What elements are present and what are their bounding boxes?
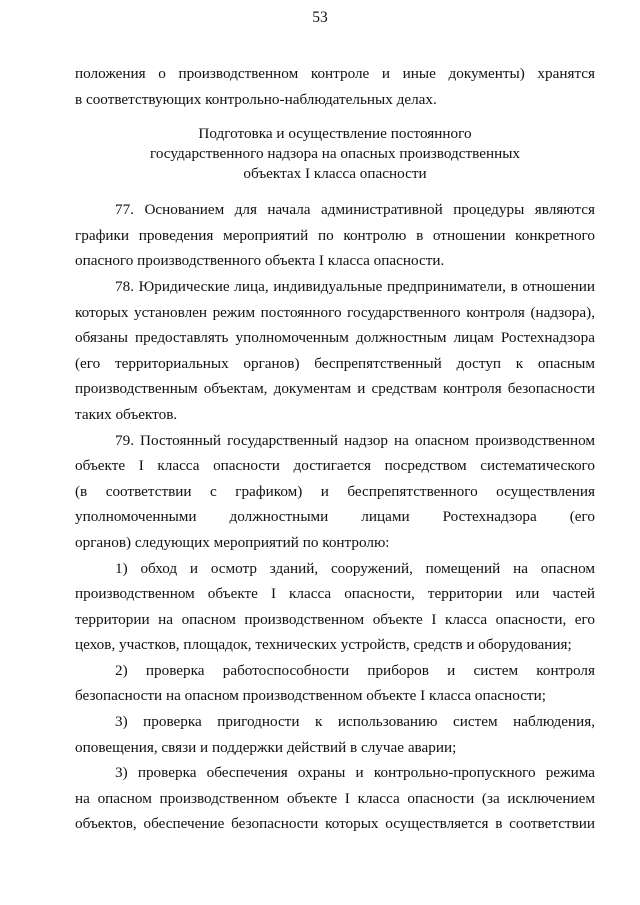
text-line: 2) проверка работоспособности приборов и систем контроля [115,661,595,679]
list-item-3a [75,709,595,760]
text-line: 1) обход и осмотр зданий, сооружений, помещений на опасном [115,559,595,577]
text-line: цехов, участков, площадок, технических устройств, средств и оборудования; [75,636,572,654]
heading-line: государственного надзора на опасных производственных [149,145,520,163]
paragraph-79 [75,428,595,556]
text-line: производственном объекте I класса опасности, территории или частей [75,585,595,603]
text-line: (в соответствии с графиком) и беспрепятственного осуществления [75,482,595,500]
document-body [75,61,595,837]
heading-line: Подготовка и осуществление постоянного [198,125,472,143]
text-line: органов) следующих мероприятий по контролю: [75,533,390,551]
text-line: которых установлен режим постоянного государственного контроля (надзора), [75,303,595,321]
text-line: объекте I класса опасности достигается посредством систематического [75,457,595,475]
text-line: в соответствующих контрольно-наблюдательных делах. [75,90,437,108]
text-line: графики проведения мероприятий по контролю в отношении конкретного [75,226,595,244]
list-item-2 [75,658,595,709]
list-item-3b [75,760,595,837]
text-line: 79. Постоянный государственный надзор на опасном производственном [115,431,595,449]
text-line: оповещения, связи и поддержки действий в случае аварии; [75,738,457,756]
text-line: положения о производственном контроле и иные документы) хранятся [75,65,595,82]
text-line: 3) проверка пригодности к использованию систем наблюдения, [115,713,595,731]
paragraph-77 [75,197,595,274]
paragraph-78 [75,274,595,428]
text-line: опасного производственного объекта I класса опасности. [75,252,445,270]
list-item-1 [75,556,595,658]
text-line: 3) проверка обеспечения охраны и контрольно-пропускного режима [115,764,595,782]
text-line: производственным объектам, документам и средствам контроля безопасности [75,380,595,398]
intro-paragraph [75,61,595,112]
text-line: безопасности на опасном производственном объекте I класса опасности; [75,687,546,705]
text-line: обязаны предоставлять уполномоченным должностным лицам Ростехнадзора [75,329,595,347]
heading-line: объектах I класса опасности [243,165,427,183]
text-line: (его территориальных органов) беспрепятственный доступ к опасным [75,354,595,372]
text-line: уполномоченными должностными лицами Ростехнадзора (его [75,508,595,526]
text-line: 78. Юридические лица, индивидуальные предприниматели, в отношении [115,277,595,295]
page-number: 53 [312,9,328,26]
section-heading [75,124,595,184]
text-line: 77. Основанием для начала административной процедуры являются [115,201,595,219]
text-line: объектов, обеспечение безопасности которых осуществляется в соответствии [75,815,595,833]
text-line: на опасном производственном объекте I класса опасности (за исключением [75,789,595,807]
text-line: таких объектов. [75,405,178,423]
text-line: территории на опасном производственном объекте I класса опасности, его [75,610,595,628]
